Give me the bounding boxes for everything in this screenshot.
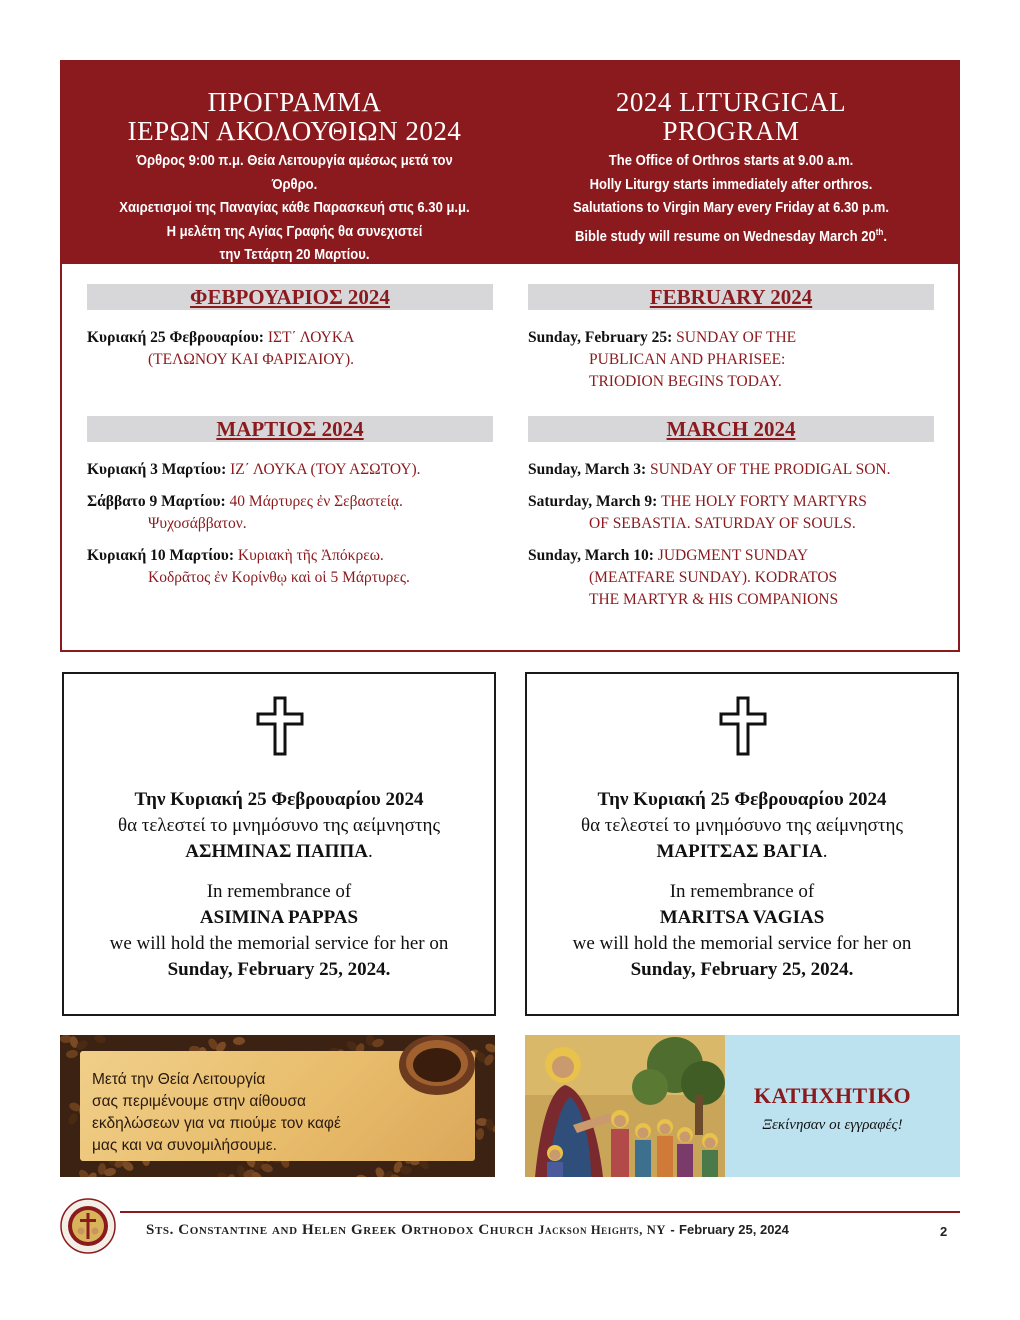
footer-separator: - (670, 1222, 675, 1237)
event-continuation: Κοδρᾶτος ἐν Κορίνθῳ καὶ οἱ 5 Μάρτυρες. (148, 569, 410, 586)
christ-with-children-icon (525, 1035, 725, 1177)
ordinal-suffix: th (875, 226, 884, 237)
memorial-english-name: MARITSA VAGIAS (659, 907, 825, 928)
event-continuation: PUBLICAN AND PHARISEE: (589, 351, 786, 368)
church-name: Sts. Constantine and Helen Greek Orthodox Church (146, 1222, 534, 1238)
footer-date: February 25, 2024 (679, 1222, 789, 1237)
coffee-text (92, 1069, 341, 1157)
greek-header-line: την Τετάρτη 20 Μαρτίου. (219, 247, 370, 263)
english-header-line: Salutations to Virgin Mary every Friday at 6.30 p.m. (573, 200, 889, 216)
coffee-hour-banner (60, 1035, 495, 1177)
greek-header-line: Χαιρετισμοί της Παναγίας κάθε Παρασκευή στις 6.30 μ.μ. (119, 200, 470, 216)
event-date: Sunday, February 25: (528, 329, 673, 346)
catechism-title: ΚΑΤΗΧΗΤΙΚΟ (753, 1083, 912, 1108)
memorial-english-name: ASIMINA PAPPAS (199, 907, 359, 928)
event-title: JUDGMENT SUNDAY (657, 547, 809, 564)
event-feb-25-english (528, 327, 948, 393)
liturgical-program (60, 60, 960, 652)
memorial-greek-date: Την Κυριακή 25 Φεβρουαρίου 2024 (597, 789, 887, 810)
memorial-greek-date: Την Κυριακή 25 Φεβρουαρίου 2024 (134, 789, 424, 810)
memorial-greek-line: θα τελεστεί το μνημόσυνο της αείμνηστης (580, 815, 904, 836)
event-mar-3-greek (87, 459, 507, 481)
bible-study-text: Bible study will resume on Wednesday March 20 (574, 228, 876, 245)
event-mar-3-english (528, 459, 948, 481)
event-title: THE HOLY FORTY MARTYRS (660, 493, 867, 510)
event-continuation: THE MARTYR & HIS COMPANIONS (589, 591, 839, 608)
catechism-banner (525, 1035, 960, 1177)
event-continuation: (ΤΕΛΩΝΟΥ ΚΑΙ ΦΑΡΙΣΑΙΟΥ). (148, 351, 354, 368)
memorial-english-intro: In remembrance of (669, 881, 815, 902)
month-title: FEBRUARY 2024 (649, 285, 813, 309)
coffee-bean-icon (260, 1162, 274, 1174)
event-continuation: OF SEBASTIA. SATURDAY OF SOULS. (589, 515, 856, 532)
event-mar-9-english (528, 491, 948, 535)
memorial-text: Την Κυριακή 25 Φεβρουαρίου 2024 θα τελεστεί το μνημόσυνο της αείμνηστης ΑΣΗΜΙΝΑΣ ΠΑΠΠΑ. In remembrance of ASIMINA PAPPAS we will hold the memorial service for her on Sunday, February 25, 2024. (64, 787, 494, 983)
event-title: ΙΖ΄ ΛΟΥΚΑ (ΤΟΥ ΑΣΩΤΟΥ). (230, 461, 421, 478)
memorial-english-date: Sunday, February 25, 2024. (167, 959, 391, 980)
memorial-greek-name: ΜΑΡΙΤΣΑΣ ΒΑΓΙΑ (656, 841, 823, 862)
memorial-english-intro: In remembrance of (206, 881, 352, 902)
memorial-box-pappas (62, 672, 496, 1016)
greek-title-line1: ΠΡΟΓΡΑΜΜΑ (207, 87, 382, 117)
event-date: Sunday, March 10: (528, 547, 654, 564)
coffee-bean-icon (65, 1049, 78, 1059)
english-header (527, 88, 935, 249)
event-title: ΙΣΤ΄ ΛΟΥΚΑ (267, 329, 355, 346)
coffee-bean-icon (121, 1159, 135, 1173)
coffee-bean-icon (66, 1112, 79, 1126)
english-header-line (547, 221, 914, 249)
church-seal-icon (60, 1198, 116, 1254)
coffee-bean-icon (233, 1037, 245, 1045)
english-title-line2: PROGRAM (662, 116, 800, 146)
event-mar-10-greek (87, 545, 507, 589)
memorial-english-line: we will hold the memorial service for her on (109, 933, 449, 954)
memorial-greek-line: θα τελεστεί το μνημόσυνο της αείμνηστης (117, 815, 441, 836)
event-title: Κυριακὴ τῆς Ἀπόκρεω. (237, 547, 384, 564)
event-continuation: Ψυχοσάββατον. (148, 515, 247, 532)
event-date: Κυριακή 3 Μαρτίου: (87, 461, 227, 478)
greek-title-line2: ΙΕΡΩΝ ΑΚΟΛΟΥΘΙΩΝ 2024 (127, 116, 462, 146)
month-bar-february-english (528, 284, 934, 310)
memorial-english-line: we will hold the memorial service for her on (572, 933, 912, 954)
month-title: ΦΕΒΡΟΥΑΡΙΟΣ 2024 (190, 285, 390, 309)
cross-icon (255, 696, 305, 756)
month-bar-march-greek (87, 416, 493, 442)
event-continuation: TRIODION BEGINS TODAY. (589, 373, 782, 390)
coffee-line: μας και να συνομιλήσουμε. (92, 1137, 277, 1154)
month-title: ΜΑΡΤΙΟΣ 2024 (216, 417, 364, 441)
greek-header-line: Η μελέτη της Αγίας Γραφής θα συνεχιστεί (166, 223, 423, 240)
coffee-cup-icon (395, 1035, 479, 1105)
page-number: 2 (940, 1224, 948, 1239)
english-title-line1: 2024 LITURGICAL (615, 87, 847, 117)
coffee-bean-icon (493, 1109, 495, 1123)
program-header (62, 62, 958, 264)
catechism-subtitle: Ξεκίνησαν οι εγγραφές! (762, 1117, 903, 1133)
coffee-bean-icon (475, 1127, 485, 1140)
greek-header-line: Όρθρος 9:00 π.μ. Θεία Λειτουργία αμέσως μετά τον Όρθρο. (136, 153, 453, 193)
event-mar-9-greek (87, 491, 507, 535)
coffee-bean-icon (103, 1167, 116, 1177)
coffee-line: σας περιμένουμε στην αίθουσα (92, 1093, 307, 1110)
memorial-box-vagias (525, 672, 959, 1016)
event-date: Sunday, March 3: (528, 461, 647, 478)
event-mar-10-english (528, 545, 948, 611)
cross-icon (718, 696, 768, 756)
memorial-text: Την Κυριακή 25 Φεβρουαρίου 2024 θα τελεστεί το μνημόσυνο της αείμνηστης ΜΑΡΙΤΣΑΣ ΒΑΓΙΑ. In remembrance of MARITSA VAGIAS we will hold the memorial service for her on Sunday, February 25, 2024. (527, 787, 957, 983)
english-header-line: Holly Liturgy starts immediately after orthros. (589, 176, 873, 193)
month-bar-march-english (528, 416, 934, 442)
memorial-greek-name: ΑΣΗΜΙΝΑΣ ΠΑΠΠΑ (185, 841, 368, 862)
event-date: Κυριακή 10 Μαρτίου: (87, 547, 234, 564)
event-title: SUNDAY OF THE PRODIGAL SON. (650, 461, 891, 478)
event-feb-25-greek (87, 327, 507, 371)
event-date: Κυριακή 25 Φεβρουαρίου: (87, 329, 264, 346)
footer-church-name (146, 1222, 789, 1239)
event-date: Saturday, March 9: (528, 493, 658, 510)
footer-divider (120, 1211, 960, 1213)
coffee-bean-icon (93, 1035, 107, 1044)
church-location: Jackson Heights, NY (538, 1223, 666, 1237)
event-date: Σάββατο 9 Μαρτίου: (87, 493, 226, 510)
event-title: 40 Μάρτυρες ἐν Σεβαστείᾳ. (229, 493, 403, 510)
coffee-bean-icon (484, 1042, 495, 1054)
coffee-line: εκδηλώσεων για να πιούμε τον καφέ (92, 1115, 341, 1132)
coffee-line: Μετά την Θεία Λειτουργία (92, 1071, 266, 1088)
coffee-bean-icon (355, 1174, 369, 1177)
greek-header (92, 88, 497, 268)
month-title: MARCH 2024 (666, 417, 796, 441)
coffee-bean-icon (400, 1165, 413, 1174)
bible-study-end: . (883, 228, 887, 245)
event-continuation: (MEATFARE SUNDAY). KODRATOS (589, 569, 838, 586)
event-title: SUNDAY OF THE (676, 329, 797, 346)
month-bar-february-greek (87, 284, 493, 310)
memorial-english-date: Sunday, February 25, 2024. (630, 959, 854, 980)
english-header-line: The Office of Orthros starts at 9.00 a.m. (608, 153, 854, 169)
